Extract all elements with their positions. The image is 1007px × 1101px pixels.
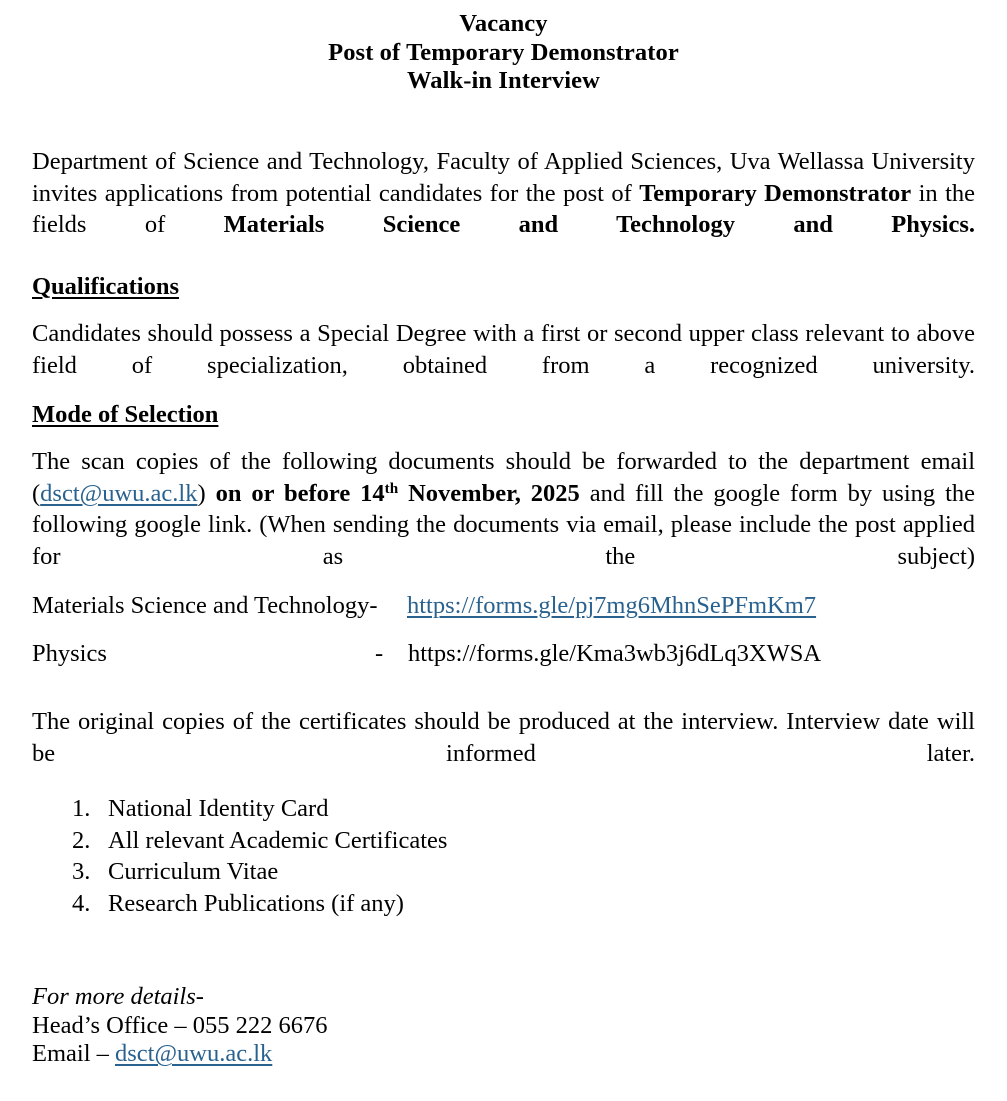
list-item-number: 3.	[72, 858, 91, 885]
footer-email-label: Email –	[32, 1040, 116, 1067]
form-dash-physics: -	[375, 640, 384, 667]
form-link-row-materials	[32, 590, 975, 621]
footer-email-line	[32, 1040, 975, 1069]
department-email-link[interactable]: dsct@uwu.ac.lk	[40, 479, 198, 507]
list-item-number: 4.	[72, 889, 91, 917]
footer-more-details-line	[32, 983, 975, 1012]
form-link-row-physics	[32, 638, 975, 669]
intro-bold-fields: Materials Science and Technology and Physics.	[223, 211, 975, 238]
qualifications-heading-text: Qualifications	[32, 273, 180, 300]
list-item	[32, 825, 975, 857]
intro-paragraph	[32, 146, 975, 272]
mode-text-part-3: and fill the google form by using the following google link. (When sending the documents via email, please include the post applied for as the subject)	[32, 479, 975, 570]
list-item-number: 1.	[72, 795, 91, 822]
form-row-physics	[32, 638, 975, 669]
form-row-materials	[32, 590, 975, 621]
list-item	[32, 888, 975, 920]
originals-note-wrapper	[32, 706, 975, 801]
documents-list-wrapper	[32, 793, 975, 919]
intro-paragraph-wrapper	[32, 146, 975, 272]
mode-of-selection-heading-text: Mode of Selection	[32, 401, 219, 428]
list-item-number: 2.	[72, 826, 91, 854]
footer-office-phone: 055 222 6676	[192, 1011, 328, 1039]
intro-bold-post-title: Temporary Demonstrator	[639, 179, 912, 207]
footer-email-link[interactable]: dsct@uwu.ac.lk	[115, 1040, 273, 1067]
deadline-date	[216, 480, 580, 507]
form-label-physics: Physics	[32, 640, 107, 667]
list-item-label: Research Publications (if any)	[108, 889, 404, 917]
title-line-post: Post of Temporary Demonstrator	[328, 38, 679, 66]
deadline-prefix: on or before 14	[215, 479, 385, 507]
qualifications-body-wrapper	[32, 318, 975, 413]
footer-office-label: Head’s Office –	[32, 1011, 193, 1039]
qualifications-heading-wrapper	[32, 272, 975, 302]
footer-contact-block	[32, 983, 975, 1069]
deadline-suffix: November, 2025	[398, 479, 580, 507]
form-label-materials: Materials Science and Technology-	[32, 592, 378, 619]
mode-of-selection-heading	[32, 400, 975, 430]
qualifications-body: Candidates should possess a Special Degree with a first or second upper class relevant to above field of specialization, obtained from a recognized university.	[32, 320, 975, 379]
footer-more-details-dash: -	[195, 983, 204, 1010]
list-item	[32, 856, 975, 888]
list-item	[32, 793, 975, 825]
title-line-vacancy: Vacancy	[459, 10, 548, 37]
mode-of-selection-body	[32, 446, 975, 604]
document-content	[32, 0, 976, 1067]
deadline-ordinal-suffix: th	[384, 479, 399, 497]
form-url-materials-link[interactable]: https://forms.gle/pj7mg6MhnSePFmKm7	[407, 592, 817, 619]
form-url-physics-text: https://forms.gle/Kma3wb3j6dLq3XWSA	[408, 640, 822, 667]
list-item-label: Curriculum Vitae	[108, 858, 279, 885]
originals-note: The original copies of the certificates should be produced at the interview. Interview date will be informed later.	[32, 708, 975, 767]
footer-more-details-label: For more details	[32, 983, 196, 1010]
intro-text-part-2: in the fields of	[32, 179, 976, 238]
mode-text-part-2: )	[197, 479, 216, 507]
mode-text-part-1: The scan copies of the following documents should be forwarded to the department email (	[32, 448, 975, 507]
title-line-interview: Walk-in Interview	[407, 67, 600, 94]
list-item-label: All relevant Academic Certificates	[108, 826, 448, 854]
document-title-block	[32, 0, 975, 96]
footer-office-line	[32, 1012, 975, 1041]
mode-of-selection-heading-wrapper	[32, 400, 975, 430]
list-item-label: National Identity Card	[108, 795, 329, 822]
intro-text-part-1: Department of Science and Technology, Faculty of Applied Sciences, Uva Wellassa University invites applications from potential candidates for the post of	[32, 148, 975, 207]
required-documents-list	[32, 793, 975, 919]
mode-of-selection-body-wrapper	[32, 446, 975, 604]
qualifications-heading	[32, 272, 975, 302]
